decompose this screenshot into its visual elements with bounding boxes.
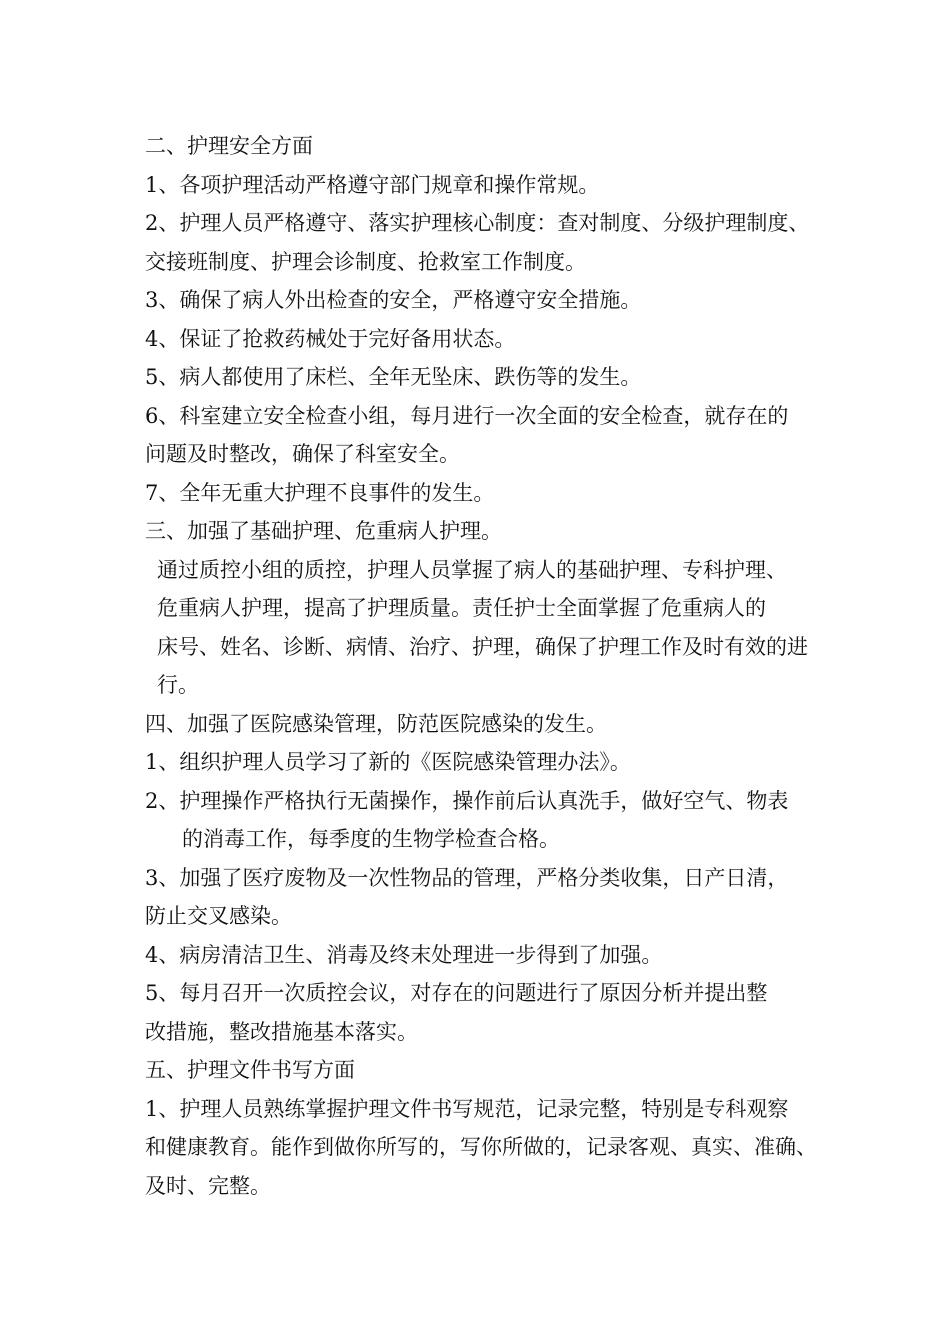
paragraph-line: 及时、完整。 [145,1173,271,1198]
paragraph-line: 行。 [157,673,199,697]
paragraph-line: 床号、姓名、诊断、病情、治疗、护理，确保了护理工作及时有效的进 [157,634,808,659]
paragraph-line: 4、保证了抢救药械处于完好备用状态。 [145,326,516,351]
paragraph-line: 5、病人都使用了床栏、全年无坠床、跌伤等的发生。 [145,365,642,389]
paragraph-line: 1、护理人员熟练掌握护理文件书写规范，记录完整，特别是专科观察 [145,1096,789,1121]
paragraph-line: 6、科室建立安全检查小组，每月进行一次全面的安全检查，就存在的 [145,403,789,428]
paragraph-line: 2、护理人员严格遵守、落实护理核心制度：查对制度、分级护理制度、 [145,211,810,235]
paragraph-line: 3、加强了医疗废物及一次性物品的管理，严格分类收集，日产日清， [145,865,789,890]
paragraph-line: 4、病房清洁卫生、消毒及终末处理进一步得到了加强。 [145,942,663,967]
paragraph-line: 防止交叉感染。 [145,904,292,928]
section-heading-infection-control: 四、加强了医院感染管理，防范医院感染的发生。 [145,711,607,736]
paragraph-line: 1、组织护理人员学习了新的《医院感染管理办法》。 [145,750,631,774]
paragraph-line: 的消毒工作，每季度的生物学检查合格。 [182,827,560,851]
paragraph-line: 通过质控小组的质控，护理人员掌握了病人的基础护理、专科护理、 [157,557,787,582]
paragraph-line: 5、每月召开一次质控会议，对存在的问题进行了原因分析并提出整 [145,981,768,1005]
paragraph-line: 3、确保了病人外出检查的安全，严格遵守安全措施。 [145,288,642,312]
paragraph-line: 7、全年无重大护理不良事件的发生。 [145,480,495,505]
document-body [145,127,820,1205]
section-heading-basic-care: 三、加强了基础护理、危重病人护理。 [145,519,502,543]
paragraph-line: 1、各项护理活动严格遵守部门规章和操作常规。 [145,172,600,197]
paragraph-line: 改措施，整改措施基本落实。 [145,1019,418,1044]
paragraph-line: 2、护理操作严格执行无菌操作，操作前后认真洗手，做好空气、物表 [145,788,789,813]
section-heading-nursing-safety: 二、护理安全方面 [145,134,313,158]
section-heading-documentation: 五、护理文件书写方面 [145,1058,355,1082]
paragraph-line: 危重病人护理，提高了护理质量。责任护士全面掌握了危重病人的 [157,596,766,620]
paragraph-line: 问题及时整改，确保了科室安全。 [145,442,460,466]
paragraph-line: 交接班制度、护理会诊制度、抢救室工作制度。 [145,249,586,274]
paragraph-line: 和健康教育。能作到做你所写的，写你所做的，记录客观、真实、准确、 [145,1135,817,1159]
